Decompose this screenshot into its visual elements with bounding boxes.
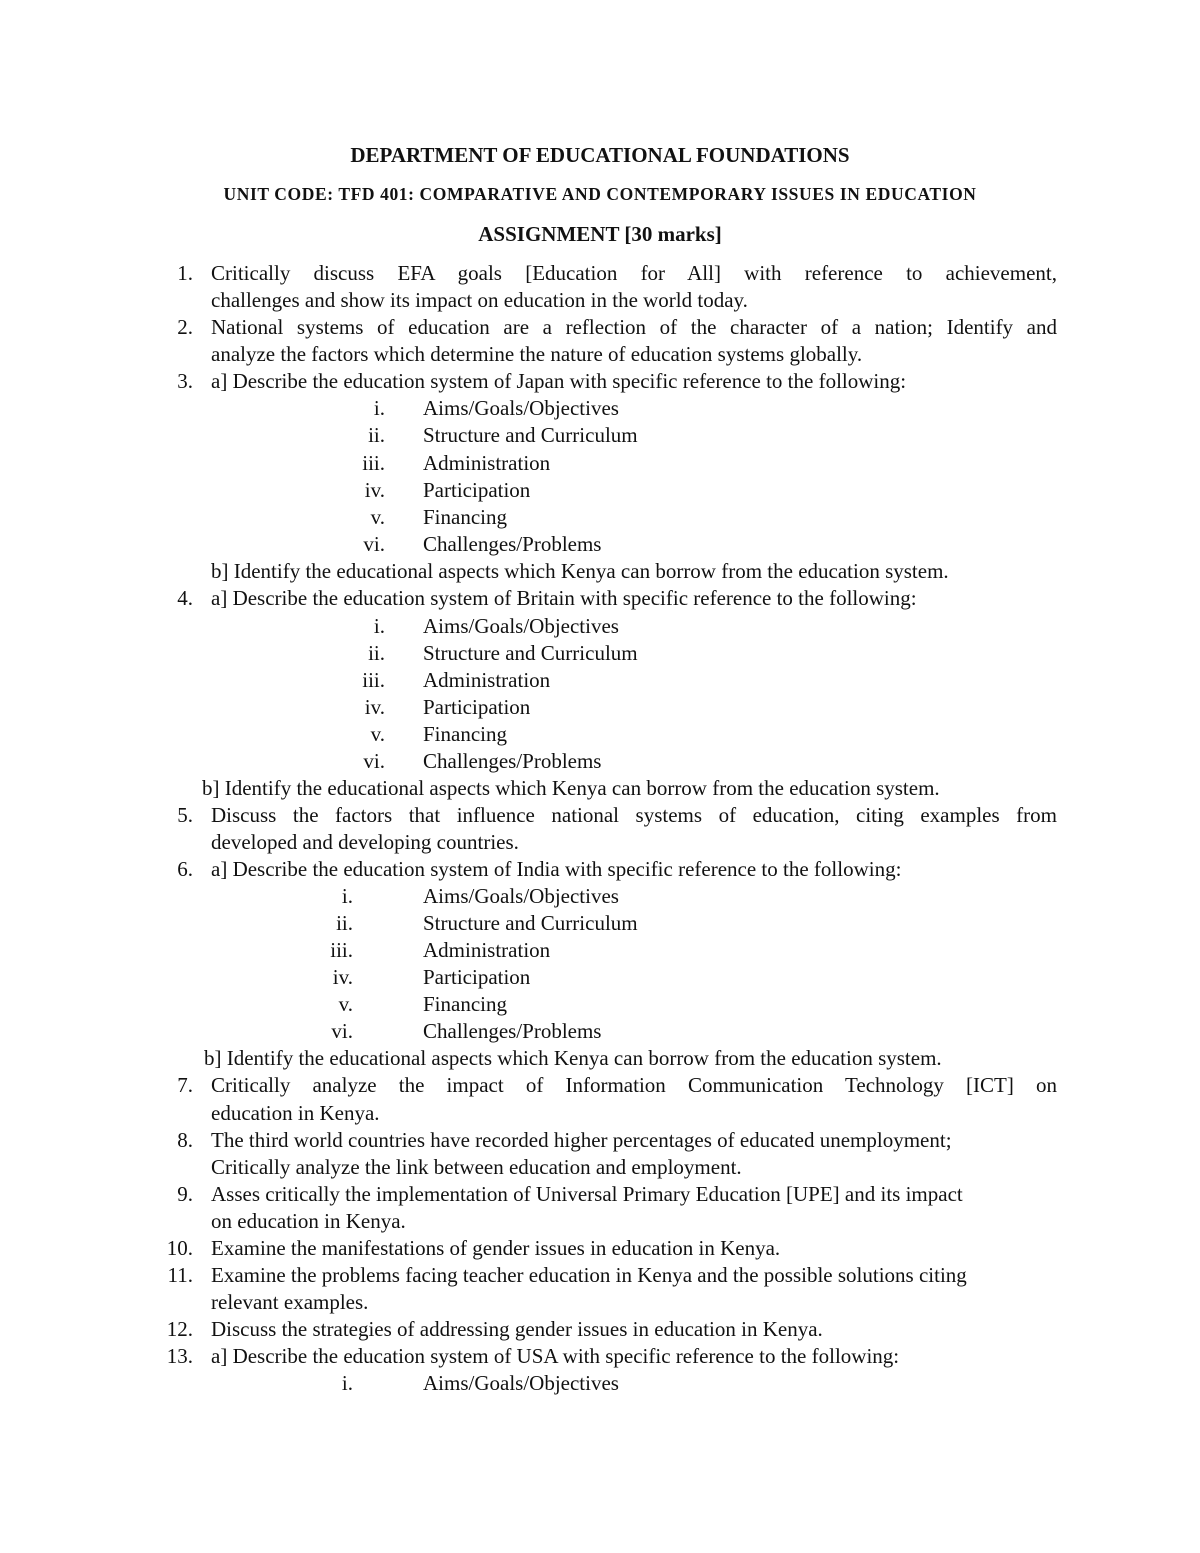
question-text: developed and developing countries. [211, 830, 519, 854]
sub-item-label: Aims/Goals/Objectives [423, 396, 619, 420]
sub-item-label: Challenges/Problems [423, 1019, 602, 1043]
sub-item-numeral: v. [370, 722, 385, 746]
sub-item-numeral: iii. [362, 668, 385, 692]
sub-item-label: Administration [423, 451, 551, 475]
part-b-text: b] Identify the educational aspects which Kenya can borrow from the education system. [211, 559, 949, 583]
assignment-heading: ASSIGNMENT [30 marks] [478, 222, 722, 246]
sub-item-label: Aims/Goals/Objectives [423, 884, 619, 908]
question-text: Critically analyze the link between education and employment. [211, 1155, 742, 1179]
question-text: a] Describe the education system of Britain with specific reference to the following: [211, 586, 917, 610]
sub-item-label: Administration [423, 938, 551, 962]
sub-item-numeral: iv. [332, 965, 353, 989]
question-text: challenges and show its impact on education in the world today. [211, 288, 748, 312]
question-number: 10. [166, 1236, 193, 1260]
sub-item-label: Participation [423, 478, 531, 502]
sub-item-label: Aims/Goals/Objectives [423, 1371, 619, 1395]
question-number: 8. [177, 1128, 193, 1152]
question-text: relevant examples. [211, 1290, 369, 1314]
sub-item-numeral: ii. [368, 641, 385, 665]
question-text: a] Describe the education system of India with specific reference to the following: [211, 857, 902, 881]
unit-code-heading: UNIT CODE: TFD 401: COMPARATIVE AND CONTEMPORARY ISSUES IN EDUCATION [223, 184, 977, 204]
sub-item-numeral: v. [370, 505, 385, 529]
question-number: 7. [177, 1073, 193, 1097]
question-number: 1. [177, 261, 193, 285]
sub-item-numeral: i. [341, 884, 353, 908]
question-number: 6. [177, 857, 193, 881]
sub-item-numeral: i. [373, 396, 385, 420]
question-text: analyze the factors which determine the nature of education systems globally. [211, 342, 863, 366]
sub-item-label: Challenges/Problems [423, 749, 602, 773]
question-text: Discuss the factors that influence national systems of education, citing examples from [211, 803, 1057, 827]
sub-item-label: Aims/Goals/Objectives [423, 614, 619, 638]
question-number: 12. [166, 1317, 193, 1341]
sub-item-label: Financing [423, 992, 507, 1016]
sub-item-label: Structure and Curriculum [423, 423, 638, 447]
sub-item-numeral: i. [373, 614, 385, 638]
sub-item-label: Financing [423, 505, 507, 529]
sub-item-label: Structure and Curriculum [423, 641, 638, 665]
part-b-text: b] Identify the educational aspects which Kenya can borrow from the education system. [204, 1046, 942, 1070]
question-text: Examine the manifestations of gender issues in education in Kenya. [211, 1236, 781, 1260]
sub-item-label: Structure and Curriculum [423, 911, 638, 935]
sub-item-numeral: vi. [363, 749, 385, 773]
question-text: Discuss the strategies of addressing gender issues in education in Kenya. [211, 1317, 823, 1341]
part-b-text: b] Identify the educational aspects which Kenya can borrow from the education system. [202, 776, 940, 800]
question-text: Critically discuss EFA goals [Education for All] with reference to achievement, [211, 261, 1057, 285]
question-text: Critically analyze the impact of Information Communication Technology [ICT] on [211, 1073, 1057, 1097]
sub-item-numeral: i. [341, 1371, 353, 1395]
question-number: 4. [177, 586, 193, 610]
question-text: on education in Kenya. [211, 1209, 406, 1233]
question-number: 5. [177, 803, 193, 827]
sub-item-numeral: ii. [368, 423, 385, 447]
question-number: 11. [167, 1263, 193, 1287]
sub-item-numeral: iii. [362, 451, 385, 475]
question-text: Examine the problems facing teacher education in Kenya and the possible solutions citing [211, 1263, 967, 1287]
question-text: education in Kenya. [211, 1101, 380, 1125]
sub-item-label: Financing [423, 722, 507, 746]
question-text: a] Describe the education system of USA with specific reference to the following: [211, 1344, 900, 1368]
sub-item-numeral: iv. [364, 478, 385, 502]
question-number: 2. [177, 315, 193, 339]
question-text: a] Describe the education system of Japan with specific reference to the following: [211, 369, 907, 393]
question-text: National systems of education are a reflection of the character of a nation; Identify and [211, 315, 1057, 339]
department-heading: DEPARTMENT OF EDUCATIONAL FOUNDATIONS [350, 143, 850, 167]
question-number: 3. [177, 369, 193, 393]
sub-item-numeral: v. [338, 992, 353, 1016]
question-number: 9. [177, 1182, 193, 1206]
sub-item-numeral: iv. [364, 695, 385, 719]
sub-item-label: Challenges/Problems [423, 532, 602, 556]
sub-item-label: Participation [423, 965, 531, 989]
sub-item-numeral: vi. [363, 532, 385, 556]
question-number: 13. [166, 1344, 193, 1368]
question-text: The third world countries have recorded higher percentages of educated unemployment; [211, 1128, 952, 1152]
question-text: Asses critically the implementation of Universal Primary Education [UPE] and its impact [211, 1182, 963, 1206]
sub-item-numeral: iii. [330, 938, 353, 962]
sub-item-numeral: vi. [331, 1019, 353, 1043]
sub-item-numeral: ii. [336, 911, 353, 935]
sub-item-label: Participation [423, 695, 531, 719]
sub-item-label: Administration [423, 668, 551, 692]
